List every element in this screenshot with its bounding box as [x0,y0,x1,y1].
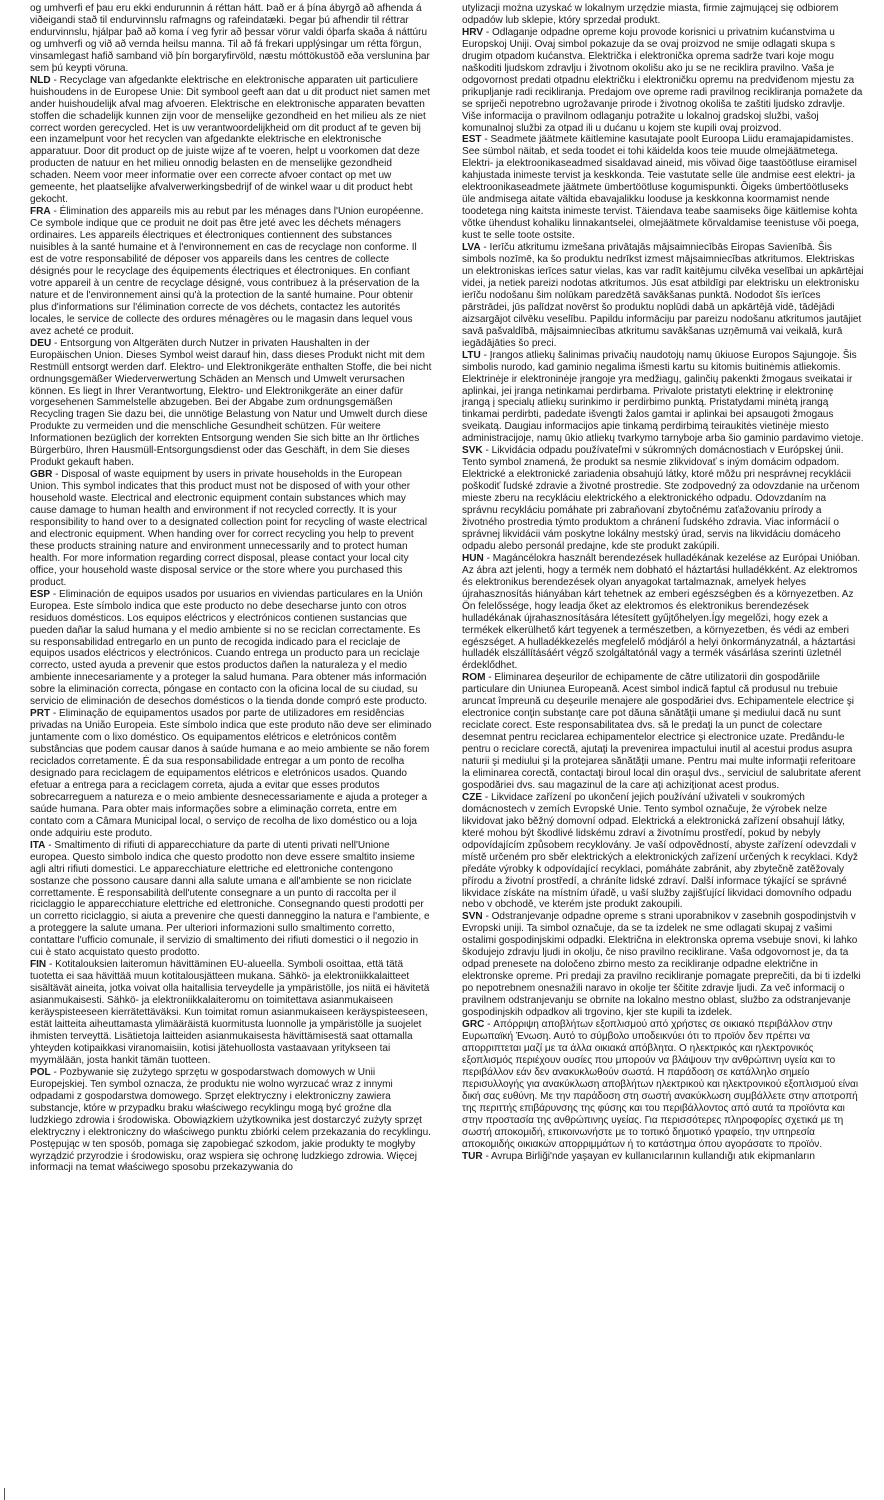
disposal-paragraph-gbr [30,469,432,589]
paragraph-text: - Eliminação de equipamentos usados por parte de utilizadores em residências privadas na União Europeia. Este símbolo indica que este produto não deve ser eliminado juntamente com o lixo doméstico. Os equipamentos elétricos e eletrónicos contêm substâncias que podem causar danos à saúde humana e ao meio ambiente se não forem reciclados corretamente. É da sua responsabilidade entregar a um ponto de recolha designado para reciclagem de equipamentos elétricos e eletrónicos usados. Quando efetuar a entrega para a reciclagem correta, ajuda a evitar que esses produtos sobrecarreguem a natureza e o meio ambiente desnecessariamente e ajuda a proteger a saúde humana. Para obter mais informações sobre a eliminação correta, entre em contato com a Câmara Municipal local, o serviço de recolha de lixo doméstico ou a loja onde adquiriu este produto. [30,708,432,839]
language-code: SVK [462,445,483,457]
paragraph-text: - Élimination des appareils mis au rebut par les ménages dans l'Union européenne. Ce symbole indique que ce produit ne doit pas être jeté avec les déchets ménagers ordinaires. Les appareils électriques et électroniques contiennent des substances nuisibles à la santé humaine et à l'environnement en cas de recyclage non conforme. Il est de votre responsabilité de déposer vos appareils dans les centres de collecte désignés pour le recyclage des équipements électriques et électroniques. En confiant votre appareil à un centre de recyclage désigné, vous contribuez à la préservation de la nature et de l'environnement ainsi qu'à la protection de la santé humaine. Pour obtenir plus d'informations sur l'élimination correcte de vos déchets, contactez les autorités locales, le service de collecte des ordures ménagères ou le magasin dans lequel vous avez acheté ce produit. [30,206,424,337]
paragraph-text: - Eliminación de equipos usados por usuarios en viviendas particulares en la Unión Europea. Este símbolo indica que este producto no debe desecharse junto con otros residuos domésticos. Los equipos eléctricos y electrónicos contienen sustancias que pueden dañar la salud humana y el medio ambiente si no se reciclan correctamente. Es su responsabilidad entregarlo en un punto de recogida indicado para el reciclaje de equipos usados eléctricos y electrónicos. Cuando entrega un producto para un reciclaje correcto, usted ayuda a prevenir que estos productos dañen la naturaleza y el medio ambiente innecesariamente y a proteger la salud humana. Para obtener más información sobre la eliminación correcta, póngase en contacto con la oficina local de su ciudad, su servicio de eliminación de desechos domésticos o la tienda donde compró este producto. [30,588,428,708]
language-code: GRC [462,1019,485,1031]
disposal-paragraph-esp [30,589,432,709]
disposal-paragraph-ita [30,840,432,960]
paragraph-text: - Magáncélokra használt berendezések hulladékának kezelése az Európai Unióban. Az ábra azt jelenti, hogy a termék nem dobható el háztartási hulladékként. Az elektromos és elektronikus berendezések olyan anyagokat tartalmaznak, amelyek helyes újrahasznosítás hiányában kárt tehetnek az emberi egészségben és a környezetben. Az Ön felelőssége, hogy leadja őket az elektromos és elektronikus berendezések hulladékának újrahasznosítására létesített gyűjtőhelyen.Így megelőzi, hogy ezek a termékek elkerülhető kárt tegyenek a természetben, a környezetben, és védi az emberi egészséget. A hulladékkezelés megfelelő módjáról a helyi önkormányzatnál, a háztartási hulladék elszállításáért végző szolgáltatónál vagy a termék vásárlása szerinti üzletnél érdeklődhet. [462,552,861,672]
language-code: DEU [30,337,52,349]
disposal-paragraph-hun [462,553,864,673]
paragraph-text: - Likvidácia odpadu používateľmi v súkromných domácnostiach v Európskej únii. Tento symbol znamená, že produkt sa nesmie zlikvidovať s iným domácim odpadom. Elektrické a elektronické zariadenia obsahujú látky, ktoré môžu pri nesprávnej recyklácii poškodiť ľudské zdravie a životné prostredie. Ste zodpovedný za odovzdanie na určenom mieste zberu na recykláciu elektrického a elektronického odpadu. Odovzdaním na správnu recykláciu pomáhate pri zabraňovaní zbytočnému zaťažovaniu prírody a životného prostredia týmto produktom a chránení ľudského zdravia. Viac informácií o správnej likvidácii vám poskytne lokálny mestský úrad, servis na likvidáciu domáceho odpadu alebo personál predajne, kde ste produkt zakúpili. [462,445,860,552]
disposal-paragraph-continued [30,3,432,75]
paragraph-text: - Disposal of waste equipment by users in private households in the European Union. This symbol indicates that this product must not be disposed of with your other household waste. Electrical and electronic equipment contain substances which may cause damage to human health and environment if not recycled correctly. It is your responsibility to hand over to a designated collection point for recycling of waste electrical and electronic equipment. When handing over for correct recycling you help to prevent these products straining nature and environment unnecessarily and to protect human health. For more information regarding correct disposal, please contact your local city office, your household waste disposal service or the store where you purchased this product. [30,469,428,588]
paragraph-text: - Odstranjevanje odpadne opreme s strani uporabnikov v zasebnih gospodinjstvih v Evropski uniji. Ta simbol označuje, da se ta izdelek ne sme odlagati skupaj z vašimi ostalimi gospodinjskimi odpadki. Električna in elektronska oprema vsebuje snovi, ki lahko škodujejo zdravju ljudi in okolju, če niso pravilno reciklirane. Vaša odgovornost je, da ta odpad prenesete na določeno zbirno mesto za recikliranje odpadne električne in elektronske opreme. Pri predaji za pravilno recikliranje pomagate preprečiti, da bi ti izdelki po nepotrebnem onesnažili naravo in okolje ter ščitite zdravje ljudi. Za več informacij o pravilnem odstranjevanju se obrnite na lokalno mestno oblast, službo za odstranjevanje gospodinjskih odpadkov ali trgovino, kjer ste kupili ta izdelek. [462,911,861,1019]
disposal-paragraph-hrv [462,27,864,135]
disposal-paragraph-continued [462,3,864,27]
language-code: FIN [30,959,47,971]
disposal-paragraph-grc [462,1019,864,1150]
language-code: EST [462,134,482,146]
left-column [30,3,432,1174]
disposal-paragraph-lva [462,242,864,350]
disposal-paragraph-prt [30,708,432,839]
paragraph-text: - Kotitalouksien laiteromun hävittäminen EU-alueella. Symboli osoittaa, että tätä tuotetta ei saa hävittää muun kotitalousjätteen mukana. Sähkö- ja elektroniikkalaitteet sisältävät aineita, jotka voivat olla haitallisia terveydelle ja ympäristölle, jos niitä ei hävitetä asianmukaisesti. Sähkö- ja elektroniikkalaiteromu on toimitettava asianmukaiseen keräyspisteeseen kierrätettäväksi. Kun toimitat romun asianmukaiseen keräyspisteeseen, estät laitteita aiheuttamasta ylimääräistä kuormitusta luonnolle ja ympäristölle ja suojelet ihmisten terveyttä. Lisätietoja laitteiden asianmukaisesta hävittämisestä saat ottamalla yhteyden kotipaikkasi viranomaisiin, kotisi jätehuollosta vastaavaan yritykseen tai myymälään, josta hankit tämän tuotteen. [30,959,430,1066]
language-code: ESP [30,588,51,600]
text-columns [30,3,864,1174]
paragraph-text: utylizacji można uzyskać w lokalnym urzędzie miasta, firmie zajmującej się odbiorem odpadów lub sklepie, który sprzedał produkt. [462,3,839,26]
disposal-paragraph-ltu [462,350,864,446]
language-code: SVN [462,911,483,923]
paragraph-text: - Smaltimento di rifiuti di apparecchiature da parte di utenti privati nell'Unione europea. Questo simbolo indica che questo prodotto non deve essere smaltito insieme agli altri rifiuti domestici. Le apparecchiature elettriche ed elettroniche contengono sostanze che possono causare danni alla salute umana e all'ambiente se non riciclate correttamente. È responsabilità dell'utente consegnare a un punto di raccolta per il riciclaggio le apparecchiature elettriche ed elettroniche. Consegnando questi prodotti per un corretto riciclaggio, si aiuta a prevenire che questi danneggino la natura e l'ambiente, e a proteggere la salute umana. Per ulteriori informazioni sullo smaltimento corretto, contattare l'ufficio comunale, il servizio di smaltimento dei rifiuti domestici o il negozio in cui è stato acquistato questo prodotto. [30,839,430,959]
paragraph-text: - Entsorgung von Altgeräten durch Nutzer in privaten Haushalten in der Europäischen Union. Dieses Symbol weist darauf hin, dass dieses Produkt nicht mit dem Restmüll entsorgt werden darf. Elektro- und Elektronikgeräte enthalten Stoffe, die bei nicht ordnungsgemäßer Wiederverwertung Schäden an Mensch und Umwelt verursachen können. Es liegt in Ihrer Verantwortung, Elektro- und Elektronikgeräte an einer dafür vorgesehenen Sammelstelle abzugeben. Bei der Abgabe zum ordnungsgemäßen Recycling tragen Sie dazu bei, die unnötige Belastung von Natur und Umwelt durch diese Produkte zu vermeiden und die menschliche Gesundheit schützen. Für weitere Informationen bezüglich der korrekten Entsorgung wenden Sie sich bitte an Ihr örtliches Bürgerbüro, Ihren Hausmüll-Entsorgungsdienst oder das Geschäft, in dem Sie dieses Produkt gekauft haben. [30,337,432,469]
paragraph-text: - Odlaganje odpadne opreme koju provode korisnici u privatnim kućanstvima u Europskoj Uniji. Ovaj simbol pokazuje da se ovaj proizvod ne smije odlagati skupa s drugim otpadom kućanstva. Električka i elektronička oprema sadrže tvari koje mogu naškoditi ljudskom zdravlju i životnom okolišu ako ju se ne reciklira pravilno. Vaša je odgovornost predati otpadnu električku i elektroničku opremu na predviđenom mjestu za prikupljanje radi recikliranja. Predajom ove opreme radi pravilnog recikliranja pomažete da se spriječi nepotrebno ugrožavanje prirode i životnog okoliša te zaštiti ljudsko zdravlje. Više informacija o pravilnom odlaganju potražite u lokalnoj gradskoj službi, vašoj komunalnoj službi za otpad ili u dućanu u kojem ste kupili ovaj proizvod. [462,26,863,134]
paragraph-text: - Pozbywanie się zużytego sprzętu w gospodarstwach domowych w Unii Europejskiej. Ten symbol oznacza, że produktu nie wolno wyrzucać wraz z innymi odpadami z gospodarstwa domowego. Sprzęt elektryczny i elektroniczny zawiera substancje, które w przypadku braku właściwego recyklingu mogą być groźne dla ludzkiego zdrowia i środowiska. Obowiązkiem użytkownika jest dostarczyć zużyty sprzęt elektryczny i elektroniczny do właściwego punktu zbiórki celem przekazania do recyklingu. Postępując w ten sposób, pomaga się zapobiegać szkodom, jakie produkty te mogłyby wyrządzić przyrodzie i środowisku, oraz wspiera się ochronę ludzkiego zdrowia. Więcej informacji na temat właściwego sposobu przekazywania do [30,1066,431,1174]
language-code: ITA [30,839,46,851]
disposal-paragraph-fra [30,206,432,337]
language-code: ROM [462,672,486,684]
disposal-paragraph-rom [462,672,864,792]
language-code: LTU [462,349,481,361]
language-code: GBR [30,469,53,481]
language-code: CZE [462,791,483,803]
paragraph-text: - Ierīču atkritumu izmešana privātajās mājsaimniecībās Eiropas Savienībā. Šis simbols nozīmē, ka šo produktu nedrīkst izmest mājsaimniecības atkritumos. Elektriskas un elektroniskas ierīces satur vielas, kas var radīt kaitējumu cilvēka veselībai un apkārtējai videi, ja netiek pareizi nodotas atkritumos. Jūs esat atbildīgi par elektrisku un elektronisku ierīču nodošanu šim nolūkam paredzētā savākšanas punktā. Nododot šīs ierīces pārstrādei, jūs palīdzat novērst šo produktu noplūdi dabā un apkārtējā vidē, tādējādi aizsargājot cilvēku veselību. Papildu informāciju par pareizu nodošanu atkritumos jautājiet savā pašvaldībā, mājsaimniecības atkritumu savākšanas uzņēmumā vai veikalā, kurā iegādājāties šo preci. [462,242,864,349]
disposal-paragraph-est [462,134,864,242]
margin-mark [4,1488,5,1500]
disposal-paragraph-nld [30,75,432,206]
paragraph-text: - Recyclage van afgedankte elektrische en elektronische apparaten uit particuliere huishoudens in de Europese Unie: Dit symbool geeft aan dat u dit product niet samen met ander huishoudelijk afval mag afvoeren. Elektrische en elektronische apparaten bevatten stoffen die schadelijk kunnen zijn voor de menselijke gezondheid en het milieu als ze niet correct worden gerecycled. Het is uw verantwoordelijkheid om dit product af te geven bij een inzamelpunt voor het recyclen van afgedankte elektrische en elektronische apparatuur. Door dit product op de juiste wijze af te voeren, helpt u voorkomen dat deze producten de natuur en het milieu onnodig belasten en de menselijke gezondheid schaden. Neem voor meer informatie over een correcte afvoer contact op met uw gemeente, het plaatselijke afvalverwerkingsbedrijf of de winkel waar u dit product hebt gekocht. [30,74,430,206]
disposal-paragraph-svn [462,911,864,1019]
right-column [462,3,864,1174]
language-code: HUN [462,552,484,564]
language-code: LVA [462,242,481,254]
language-code: HRV [462,26,484,38]
disposal-paragraph-tur [462,1151,864,1163]
paragraph-text: - Įrangos atliekų šalinimas privačių naudotojų namų ūkiuose Europos Sąjungoje. Šis simbolis nurodo, kad gaminio negalima išmesti kartu su kitomis buitinėmis atliekomis. Elektrinėje ir elektroninėje įrangoje yra medžiagų, galinčių pakenkti žmogaus sveikatai ir aplinkai, jei įranga netinkamai perdirbama. Privalote pristatyti elektrinę ir elektroninę įrangą į specialų atliekų surinkimo ir perdirbimo punktą. Pristatydami minėtą įrangą tinkamai perdirbti, padedate išvengti žalos gamtai ir aplinkai bei apsaugoti žmogaus sveikatą. Daugiau informacijos apie tinkamą perdirbimą teiraukitės vietinėje miesto administracijoje, namų ūkio atliekų tvarkymo tarnyboje arba šio gaminio pardavimo vietoje. [462,349,864,445]
disposal-paragraph-pol [30,1067,432,1175]
language-code: NLD [30,74,51,86]
paragraph-text: - Avrupa Birliği'nde yaşayan ev kullanıcılarının kullandığı atık ekipmanların [482,1150,815,1162]
language-code: FRA [30,206,51,218]
paragraph-text: - Απόρριψη αποβλήτων εξοπλισμού από χρήστες σε οικιακό περιβάλλον στην Ευρωπαϊκή Ένωση. Αυτό το σύμβολο υποδεικνύει ότι το προϊόν δεν πρέπει να απορριπτεται μαζί με τα άλλα οικιακά απόβλητα. Ο ηλεκτρικός και ηλεκτρονικός εξοπλισμός περιέχουν ουσίες που μπορούν να βλάψουν την ανθρώπινη υγεία και το περιβάλλον εάν δεν ανακυκλωθούν σωστά. Η παράδοση σε κατάλληλο σημείο περισυλλογής για ανακύκλωση αποβλήτων ηλεκτρικού και ηλεκτρονικού εξοπλισμού είναι δική σας ευθύνη. Με την παράδοση στη σωστή ανακύκλωση συμβάλλετε στην αποτροπή της περιττής επιβάρυνσης της φύσης και του περιβάλλοντος από αυτά τα προϊόντα και στην προστασία της ανθρώπινης υγείας. Για περισσότερες πληροφορίες σχετικά με τη σωστή αποκομιδή, επικοινωνήστε με το τοπικό δημοτικό γραφείο, την υπηρεσία αποκομιδής οικιακών απορριμμάτων ή το κατάστημα όπου αγοράσατε το προϊόν. [462,1019,859,1150]
disposal-paragraph-deu [30,338,432,469]
language-code: POL [30,1066,51,1078]
paragraph-text: - Seadmete jäätmete käitlemine kasutajate poolt Euroopa Liidu eramajapidamistes. See sümbol näitab, et seda toodet ei tohi käidelda koos teie muude olmejäätmetega. Elektri- ja elektroonikaseadmed sisaldavad aineid, mis võivad õige taastöötluse eiramisel kahjustada inimeste tervist ja keskkonda. Teie vastutate selle üle andmise eest elektri- ja elektroonikaseadmete jäätmete ümbertöötluse kogumispunkti. Õigeks ümbertöötluseks üle andmisega aitate vältida ebavajalikku looduse ja keskkonna koormamist nende toodetega ning kaitsta inimeste tervist. Täiendava teabe saamiseks õige käitlemise kohta võtke ühendust kohaliku linnakantselei, olmejäätmete kõrvaldamise teenistuse või poega, kust te selle toote ostsite. [462,134,860,242]
language-code: TUR [462,1150,483,1162]
language-code: PRT [30,708,51,720]
paragraph-text: - Likvidace zařízení po ukončení jejich používání uživateli v soukromých domácnostech v zemích Evropské Unie. Tento symbol označuje, že výrobek nelze likvidovat jako běžný domovní odpad. Elektrická a elektronická zařízení obsahují látky, které mohou být škodlivé lidskému zdraví a životnímu prostředí, pokud by nebyly odpovídajícím způsobem recyklovány. Je vaší odpovědností, abyste zařízení odevzdali v místě určeném pro sběr elektrických a elektronických zařízení určených k recyklaci. Když předáte výrobky k odpovídající recyklaci, pomáháte zabránit, aby zbytečně zatěžovaly přírodu a životní prostředí, a chráníte lidské zdraví. Další informace týkající se správné likvidace získáte na místním úřadě, u vaší služby zajišťující likvidaci domovního odpadu nebo v obchodě, ve kterém jste produkt zakoupili. [462,791,858,911]
disposal-paragraph-svk [462,445,864,553]
disposal-paragraph-cze [462,792,864,912]
disposal-paragraph-fin [30,959,432,1067]
paragraph-text: og umhverfi ef þau eru ekki endurunnin á réttan hátt. Það er á þína ábyrgð að afhenda á viðeigandi stað til endurvinnslu rafmagns og rafeindatæki. Þegar þú afhendir til réttrar endurvinnslu, hjálpar það að koma í veg fyrir að þessar vörur valdi óþarfa skaða á náttúru og umhverfi og við að vernda heilsu manna. Til að fá frekari upplýsingar um rétta förgun, vinsamlegast hafið samband við þín borgaryfirvöld, næstu móttökustöð eða verslunina þar sem þú keypti vöruna. [30,3,430,74]
paragraph-text: - Eliminarea deşeurilor de echipamente de către utilizatorii din gospodăriile particulare din Uniunea Europeană. Acest simbol indică faptul că produsul nu trebuie aruncat împreună cu deşeurile menajere ale gospodăriei dvs. Echipamentele electrice şi electronice conţin substanţe care pot dăuna sănătăţii umane şi mediului dacă nu sunt reciclate corect. Este responsabilitatea dvs. să le predaţi la un punct de colectare desemnat pentru reciclarea echipamentelor electrice şi electronice uzate. Predându-le pentru o reciclare corectă, ajutaţi la prevenirea impactului inutil al acestui produs asupra naturii şi mediului şi la protejarea sănătăţii umane. Pentru mai multe informaţii referitoare la eliminarea corectă, contactaţi biroul local din oraşul dvs., serviciul de salubritate aferent gospodăriei dvs. sau magazinul de la care aţi achiziţionat acest produs. [462,672,861,791]
